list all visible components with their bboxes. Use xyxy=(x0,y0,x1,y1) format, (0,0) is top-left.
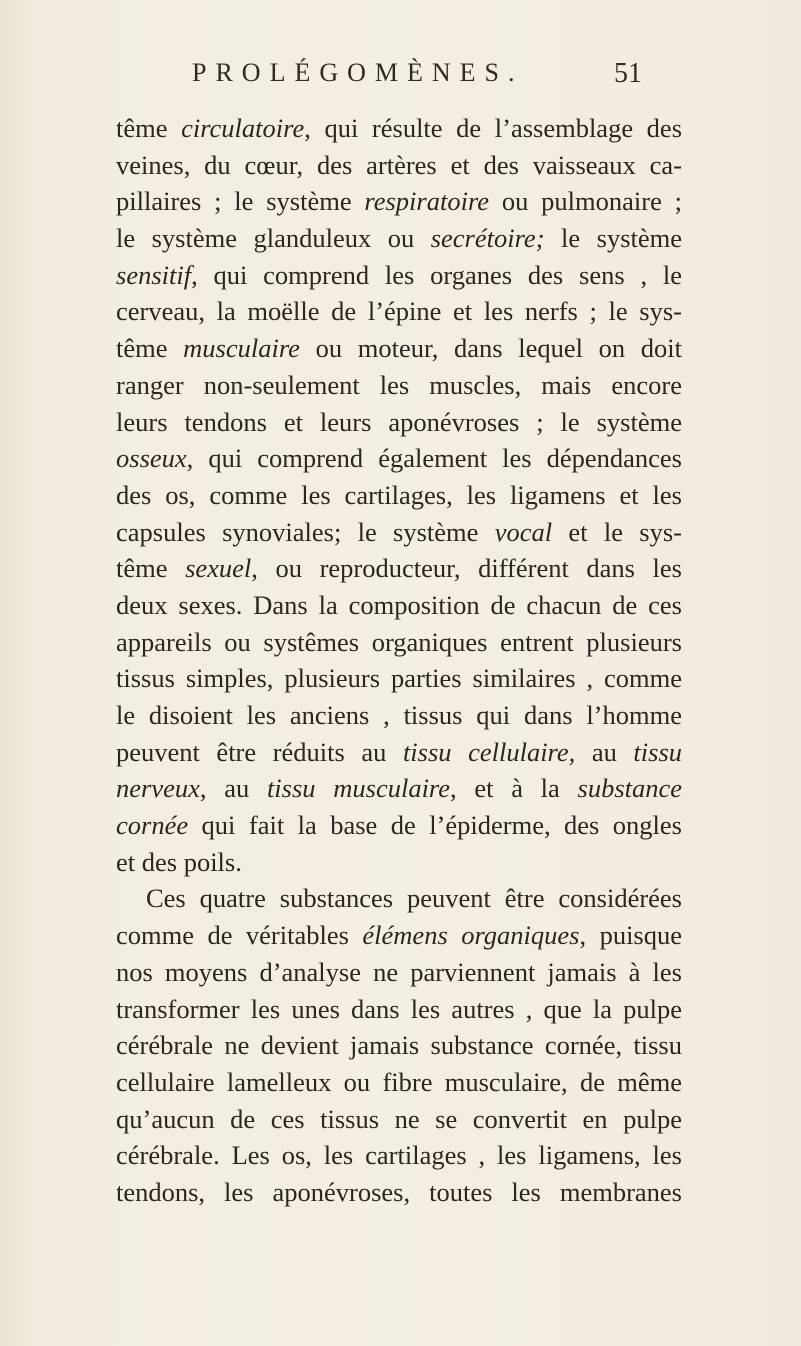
text-line xyxy=(116,954,682,991)
text-run: , puisque xyxy=(579,920,683,951)
text-run: et le sys- xyxy=(552,516,682,547)
text-run: ranger non-seulement les muscles, mais encore xyxy=(116,369,682,400)
running-header xyxy=(192,58,652,98)
text-run: cerveau, la moëlle de l’épine et les nerfs ; le sys- xyxy=(116,296,682,327)
text-run: transformer les unes dans les autres , que la pulpe xyxy=(116,993,682,1024)
text-run: Ces quatre substances peuvent être considérées xyxy=(146,883,682,914)
text-run: peuvent être réduits au xyxy=(116,736,403,767)
italic-term: tissu musculaire xyxy=(266,773,451,804)
text-run: , et à la xyxy=(450,773,578,804)
text-run: des os, comme les cartilages, les ligamens et les xyxy=(116,479,682,510)
italic-term: circulatoire xyxy=(181,113,305,143)
text-line xyxy=(116,734,682,771)
text-run: qui fait la base de l’épiderme, des ongles xyxy=(188,810,682,841)
text-run: tême xyxy=(116,553,186,584)
italic-term: sexuel xyxy=(185,553,252,584)
text-run: ou moteur, dans lequel on doit xyxy=(299,333,682,364)
text-line xyxy=(116,770,682,807)
text-run: le système glanduleux ou xyxy=(116,223,431,254)
text-line xyxy=(116,110,682,147)
text-line xyxy=(116,257,682,294)
text-run: , qui comprend également les dépendances xyxy=(186,443,682,474)
text-line xyxy=(116,477,682,514)
text-run: tême xyxy=(116,333,184,364)
italic-term: tissu xyxy=(633,736,683,767)
text-run: le système xyxy=(544,223,683,254)
text-run: tissus simples, plusieurs parties similaires , comme xyxy=(116,663,682,694)
text-run: capsules synoviales; le système xyxy=(116,516,495,547)
text-line xyxy=(116,220,682,257)
body-text xyxy=(116,110,682,1211)
page-number: 51 xyxy=(614,58,642,89)
text-run: tendons, les aponévroses, toutes les membranes xyxy=(116,1176,682,1207)
text-run: cellulaire lamelleux ou fibre musculaire, de même xyxy=(116,1066,682,1097)
text-line xyxy=(116,440,682,477)
italic-term: substance xyxy=(577,773,683,804)
text-line xyxy=(116,880,682,917)
italic-term: respiratoire xyxy=(364,186,490,217)
italic-term: sensitif xyxy=(116,259,192,290)
text-run: qu’aucun de ces tissus ne se convertit en pulpe xyxy=(116,1103,682,1134)
text-line xyxy=(116,807,682,844)
text-run: cérébrale. Les os, les cartilages , les ligamens, les xyxy=(116,1140,682,1171)
text-line xyxy=(116,697,682,734)
italic-term: tissu cellulaire, xyxy=(402,736,576,767)
text-run: appareils ou systêmes organiques entrent plusieurs xyxy=(116,626,682,657)
text-run: pillaires ; le système xyxy=(116,186,365,217)
text-run: veines, du cœur, des artères et des vaisseaux ca- xyxy=(116,149,682,180)
text-line xyxy=(116,1027,682,1064)
text-line xyxy=(116,1064,682,1101)
text-line xyxy=(116,660,682,697)
text-line xyxy=(116,624,682,661)
text-run: ou pulmonaire ; xyxy=(489,186,682,217)
italic-term: vocal xyxy=(494,516,553,547)
text-run: leurs tendons et leurs aponévroses ; le système xyxy=(116,406,682,437)
text-line xyxy=(116,917,682,954)
text-run: , qui résulte de l’assemblage des xyxy=(304,113,683,143)
text-line xyxy=(116,183,682,220)
text-run: , au xyxy=(199,773,267,804)
text-run: le disoient les anciens , tissus qui dans l’homme xyxy=(116,700,682,730)
text-line xyxy=(116,330,682,367)
italic-term: musculaire xyxy=(183,333,300,364)
text-line xyxy=(116,147,682,184)
text-line xyxy=(116,991,682,1028)
text-run: , ou reproducteur, différent dans les xyxy=(251,553,682,584)
text-run: nos moyens d’analyse ne parviennent jamais à les xyxy=(116,956,682,987)
text-line xyxy=(116,1174,682,1211)
italic-term: osseux xyxy=(116,443,187,474)
text-line xyxy=(116,293,682,330)
text-run: cérébrale ne devient jamais substance cornée, tissu xyxy=(116,1030,682,1061)
text-run: , qui comprend les organes des sens , le xyxy=(191,259,682,290)
text-line xyxy=(116,367,682,404)
text-line xyxy=(116,514,682,551)
text-run: et des poils. xyxy=(116,846,242,877)
italic-term: élémens organiques xyxy=(362,920,580,951)
text-line xyxy=(116,1137,682,1174)
text-line xyxy=(116,844,682,881)
text-line xyxy=(116,1101,682,1138)
text-run: tême xyxy=(116,113,182,143)
text-line xyxy=(116,404,682,441)
text-run: comme de véritables xyxy=(116,920,363,951)
text-line xyxy=(116,587,682,624)
text-run: deux sexes. Dans la composition de chacun de ces xyxy=(116,589,682,620)
running-title: PROLÉGOMÈNES. xyxy=(192,58,524,87)
text-line xyxy=(116,550,682,587)
italic-term: nerveux xyxy=(116,773,200,804)
italic-term: cornée xyxy=(116,810,189,841)
italic-term: secrétoire; xyxy=(430,223,545,254)
text-run: au xyxy=(575,736,634,767)
